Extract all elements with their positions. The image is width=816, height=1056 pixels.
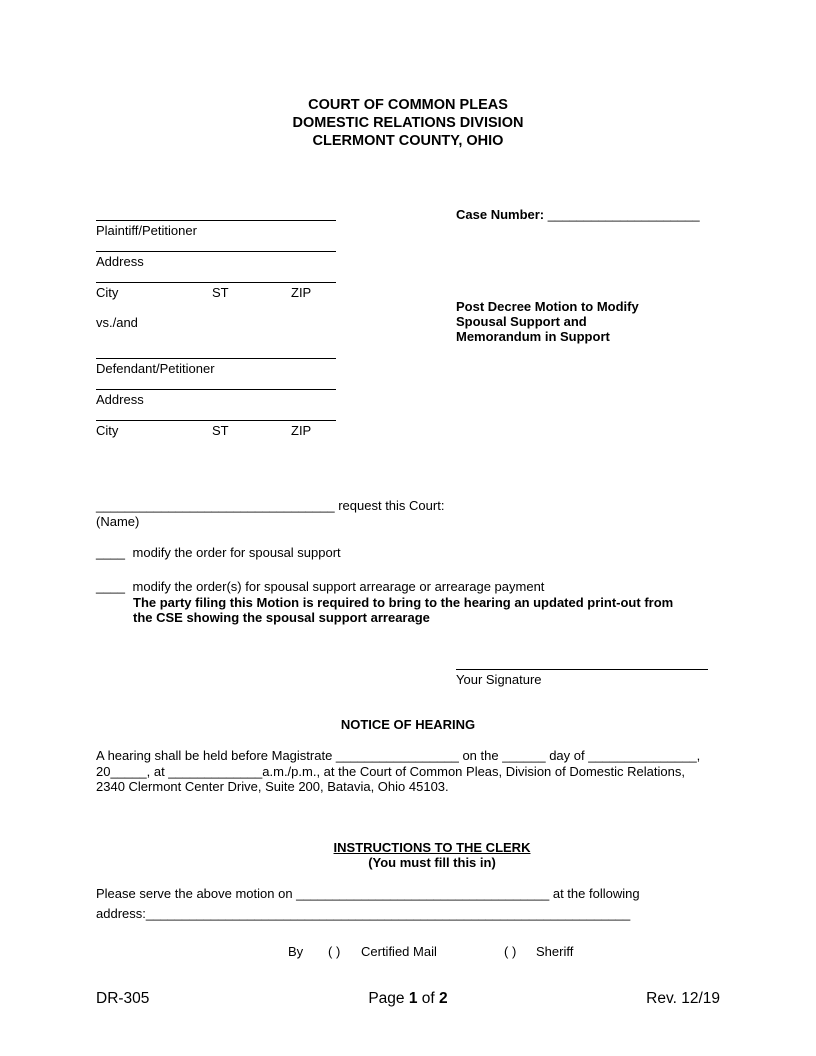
signature-label: Your Signature (456, 672, 542, 687)
certified-mail-label: Certified Mail (361, 944, 437, 959)
defendant-address-label: Address (96, 392, 144, 407)
serve-line1[interactable]: Please serve the above motion on ___________________________________ at the following (96, 886, 640, 901)
sheriff-checkbox[interactable]: ( ) (504, 944, 517, 959)
certified-mail-checkbox[interactable]: ( ) (328, 944, 341, 959)
notice-line2: 20_____, at _____________a.m./p.m., at the Court of Common Pleas, Division of Domestic Relations, (96, 764, 685, 779)
notice-heading: NOTICE OF HEARING (340, 717, 476, 732)
case-number-blank[interactable]: _____________________ (547, 207, 700, 222)
defendant-city-line[interactable] (96, 420, 336, 421)
clerk-subheading: (You must fill this in) (368, 855, 496, 870)
form-id: DR-305 (96, 990, 150, 1007)
defendant-name-line[interactable] (96, 358, 336, 359)
plaintiff-zip-label: ZIP (291, 285, 312, 300)
option-modify-arrearage (96, 579, 544, 594)
sheriff-label: Sheriff (536, 944, 574, 959)
requester-name-blank[interactable]: _________________________________ (96, 498, 335, 513)
option2-checkbox-blank[interactable]: ____ (96, 579, 125, 594)
notice-line3: 2340 Clermont Center Drive, Suite 200, Batavia, Ohio 45103. (96, 779, 449, 794)
option-modify-order (96, 545, 341, 560)
plaintiff-address-label: Address (96, 254, 144, 269)
page-total: 2 (439, 990, 448, 1007)
county-name: CLERMONT COUNTY, OHIO (312, 133, 504, 149)
plaintiff-st-label: ST (212, 285, 229, 300)
case-number-label: Case Number: (456, 207, 545, 222)
page-prefix: Page (368, 990, 405, 1007)
plaintiff-label: Plaintiff/Petitioner (96, 223, 197, 238)
revision: Rev. 12/19 (646, 990, 720, 1007)
request-line (96, 498, 444, 513)
page-current: 1 (408, 990, 418, 1007)
page-of: of (421, 990, 435, 1007)
motion-title-line1: Post Decree Motion to Modify (456, 299, 639, 314)
court-name: COURT OF COMMON PLEAS (308, 97, 508, 113)
defendant-label: Defendant/Petitioner (96, 361, 215, 376)
defendant-st-label: ST (212, 423, 229, 438)
clerk-heading: INSTRUCTIONS TO THE CLERK (333, 840, 531, 855)
notice-line1: A hearing shall be held before Magistrate _________________ on the ______ day of _______________, (96, 748, 701, 763)
signature-line[interactable] (456, 669, 708, 670)
defendant-city-label: City (96, 423, 119, 438)
by-label: By (288, 944, 304, 959)
motion-title-line3: Memorandum in Support (456, 329, 610, 344)
plaintiff-city-label: City (96, 285, 119, 300)
request-text: request this Court: (338, 498, 445, 513)
division-name: DOMESTIC RELATIONS DIVISION (292, 115, 524, 131)
defendant-address-line[interactable] (96, 389, 336, 390)
option1-checkbox-blank[interactable]: ____ (96, 545, 125, 560)
name-label: (Name) (96, 514, 140, 529)
option1-text: modify the order for spousal support (132, 545, 341, 560)
case-number[interactable] (456, 207, 700, 222)
option2-note-line1: The party filing this Motion is required to bring to the hearing an updated print-out from (133, 595, 674, 610)
plaintiff-city-line[interactable] (96, 282, 336, 283)
option2-text: modify the order(s) for spousal support arrearage or arrearage payment (132, 579, 545, 594)
defendant-zip-label: ZIP (291, 423, 312, 438)
plaintiff-address-line[interactable] (96, 251, 336, 252)
plaintiff-name-line[interactable] (96, 220, 336, 221)
vs-label: vs./and (96, 315, 138, 330)
serve-line2[interactable]: address:___________________________________________________________________ (96, 906, 631, 921)
motion-title-line2: Spousal Support and (456, 314, 587, 329)
option2-note-line2: the CSE showing the spousal support arrearage (133, 610, 430, 625)
